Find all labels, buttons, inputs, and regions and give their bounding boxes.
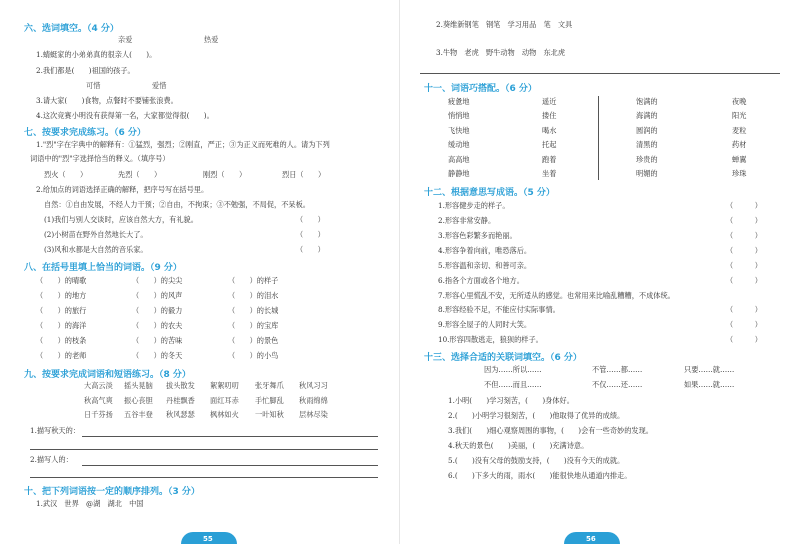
- sentence: (2)小树苗在野外自然地长大了。: [44, 230, 148, 239]
- fill-blank: （ ）的苦味: [132, 336, 183, 345]
- word-bank-item: 手忙脚乱: [255, 396, 284, 405]
- connective-option: 因为……所以……: [484, 365, 542, 374]
- question-text: 1."烈"字在字典中的解释有：①猛烈，强烈；②刚直，严正；③为正义而死难的人。请为下列: [36, 140, 330, 149]
- answer-line[interactable]: [30, 477, 378, 478]
- match-word[interactable]: 坐着: [542, 169, 557, 178]
- question-text: 2.描写人的：: [30, 455, 73, 464]
- idiom-prompt: 1.形容健步走的样子。: [438, 201, 510, 210]
- word-bank-item: 拔头散发: [166, 381, 195, 390]
- answer-line[interactable]: [82, 436, 378, 437]
- match-word[interactable]: 飞快地: [448, 126, 470, 135]
- answer-blank: （ ）: [296, 245, 325, 254]
- sentence: 3.我们( )细心观察周围的事物，( )会有一些奇妙的发现。: [448, 426, 653, 435]
- definition-text: 自然：①自由发展，不经人力干预；②自由，不拘束；③不勉强，不局促，不呆板。: [44, 200, 310, 209]
- word-bank-item: 枫林如火: [210, 410, 239, 419]
- section-7-title: 七、按要求完成练习。（6 分）: [24, 128, 146, 138]
- question-text: 词语中的"烈"字选择恰当的释义。（填序号）: [30, 154, 170, 163]
- answer-blank[interactable]: （ ）: [726, 276, 762, 285]
- sentence: 4.秋天的景色( )美丽，( )充满诗意。: [448, 441, 589, 450]
- idiom-prompt: 8.形容经验不足，不能应付实际事情。: [438, 305, 560, 314]
- word-option: 热爱: [204, 35, 219, 44]
- answer-blank[interactable]: （ ）: [726, 335, 762, 344]
- answer-line[interactable]: [82, 465, 378, 466]
- word-bank-item: 一叶知秋: [255, 410, 284, 419]
- word-bank-item: 丹桂飘香: [166, 396, 195, 405]
- blank-item: 先烈（ ）: [118, 170, 162, 179]
- question-text: 2.我们都是( )祖国的孩子。: [36, 66, 135, 75]
- match-word[interactable]: 明媚的: [636, 169, 658, 178]
- match-word[interactable]: 药材: [732, 140, 747, 149]
- answer-blank[interactable]: （ ）: [726, 231, 762, 240]
- fill-blank: （ ）的样子: [228, 276, 279, 285]
- match-word[interactable]: 清黑的: [636, 140, 658, 149]
- answer-blank[interactable]: （ ）: [726, 305, 762, 314]
- blank-item: 烈火（ ）: [44, 170, 88, 179]
- page-gutter: [399, 0, 400, 544]
- word-bank-item: 秋风瑟瑟: [166, 410, 195, 419]
- match-word[interactable]: 悄悄地: [448, 111, 470, 120]
- idiom-prompt: 5.形容温和亲切、和善可亲。: [438, 261, 532, 270]
- match-word[interactable]: 高高地: [448, 155, 470, 164]
- match-word[interactable]: 跑着: [542, 155, 557, 164]
- idiom-prompt: 3.形容色彩繁多而艳丽。: [438, 231, 517, 240]
- match-word[interactable]: 蝉翼: [732, 155, 747, 164]
- section-13-title: 十三、选择合适的关联词填空。（6 分）: [424, 353, 582, 363]
- word-bank-item: 摇头晃脑: [124, 381, 153, 390]
- fill-blank: （ ）的尖尖: [132, 276, 183, 285]
- answer-blank[interactable]: （ ）: [726, 261, 762, 270]
- fill-blank: （ ）的旅行: [36, 306, 87, 315]
- sentence: 1.小明( )学习刻苦，( )身体好。: [448, 396, 574, 405]
- fill-blank: （ ）的泪水: [228, 291, 279, 300]
- fill-blank: （ ）的宝库: [228, 321, 279, 330]
- word-bank-item: 日千芬扬: [84, 410, 113, 419]
- section-8-title: 八、在括号里填上恰当的词语。（9 分）: [24, 263, 182, 273]
- answer-blank: （ ）: [296, 215, 325, 224]
- fill-blank: （ ）的枝条: [36, 336, 87, 345]
- fill-blank: （ ）的毅力: [132, 306, 183, 315]
- section-9-title: 九、按要求完成词语和短语练习。（8 分）: [24, 370, 191, 380]
- word-bank-item: 五谷丰登: [124, 410, 153, 419]
- fill-blank: （ ）的小鸟: [228, 351, 279, 360]
- idiom-prompt: 9.形容全屋子的人同时大笑。: [438, 320, 532, 329]
- connective-option: 不仅……还……: [592, 380, 643, 389]
- match-word[interactable]: 阳光: [732, 111, 747, 120]
- answer-blank[interactable]: （ ）: [726, 201, 762, 210]
- match-word[interactable]: 饱满的: [636, 97, 658, 106]
- column-divider: [598, 96, 599, 180]
- sentence: 2.( )小明学习很刻苦，( )他取得了优异的成绩。: [448, 411, 625, 420]
- word-bank-item: 张牙舞爪: [255, 381, 284, 390]
- page-number: 56: [586, 535, 596, 543]
- match-word[interactable]: 夜晚: [732, 97, 747, 106]
- match-word[interactable]: 麦粒: [732, 126, 747, 135]
- idiom-prompt: 2.形容非常安静。: [438, 216, 496, 225]
- sentence: 6.( )下多大的雨，雨水( )能很快地从通道内排走。: [448, 471, 632, 480]
- word-bank-item: 絮絮叨叨: [210, 381, 239, 390]
- answer-blank[interactable]: （ ）: [726, 216, 762, 225]
- fill-blank: （ ）的海洋: [36, 321, 87, 330]
- question-text: 1.描写秋天的：: [30, 426, 80, 435]
- word-option: 可惜: [86, 81, 101, 90]
- section-10-title: 十、把下列词语按一定的顺序排列。（3 分）: [24, 487, 200, 497]
- fill-blank: （ ）的长城: [228, 306, 279, 315]
- sentence: (1)我们与别人交谈时，应该自然大方，有礼貌。: [44, 215, 198, 224]
- question-text: 3.牛物 老虎 野牛动物 动物 东北虎: [436, 48, 566, 57]
- question-text: 2.葵维新钢笔 钢笔 学习用品 笔 文具: [436, 20, 573, 29]
- idiom-prompt: 4.形容争着向前，唯恐落后。: [438, 246, 532, 255]
- match-word[interactable]: 疲惫地: [448, 97, 470, 106]
- sentence: 5.( )没有父母的鼓励支持，( )没有今天的成就。: [448, 456, 625, 465]
- idiom-prompt: 10.形容四散逃走，狼狈的样子。: [438, 335, 543, 344]
- match-word[interactable]: 珍珠: [732, 169, 747, 178]
- question-text: 2.给加点的词语选择正确的解释，把序号写在括号里。: [36, 185, 209, 194]
- fill-blank: （ ）的农夫: [132, 321, 183, 330]
- match-word[interactable]: 海满的: [636, 111, 658, 120]
- blank-item: 烈日（ ）: [282, 170, 326, 179]
- connective-option: 只要……就……: [684, 365, 735, 374]
- word-bank-item: 振心丧胆: [124, 396, 153, 405]
- match-word[interactable]: 静静地: [448, 169, 470, 178]
- match-word[interactable]: 圆润的: [636, 126, 658, 135]
- question-text: 4.这次竞赛小明没有获得第一名，大家都觉得很( )。: [36, 111, 214, 120]
- answer-blank[interactable]: （ ）: [726, 320, 762, 329]
- word-option: 爱惜: [152, 81, 167, 90]
- section-6-title: 六、选词填空。（4 分）: [24, 24, 119, 34]
- fill-blank: （ ）的地方: [36, 291, 87, 300]
- match-word[interactable]: 托起: [542, 140, 557, 149]
- match-word[interactable]: 喝水: [542, 126, 557, 135]
- word-option: 亲爱: [118, 35, 133, 44]
- match-word[interactable]: 珍贵的: [636, 155, 658, 164]
- idiom-prompt: 6.指各个方面或各个地方。: [438, 276, 524, 285]
- word-bank-item: 秋高气爽: [84, 396, 113, 405]
- connective-option: 不管……都……: [592, 365, 643, 374]
- word-bank-item: 大高云淡: [84, 381, 113, 390]
- answer-blank[interactable]: （ ）: [726, 246, 762, 255]
- sentence: (3)风和水都是大自然的音乐家。: [44, 245, 148, 254]
- answer-blank: （ ）: [296, 230, 325, 239]
- fill-blank: （ ）的晴歌: [36, 276, 87, 285]
- question-text: 3.请大家( )食物，点餐时不要铺张浪费。: [36, 96, 178, 105]
- fill-blank: （ ）的风声: [132, 291, 183, 300]
- connective-option: 不但……而且……: [484, 380, 542, 389]
- fill-blank: （ ）的景色: [228, 336, 279, 345]
- question-text: 1.武汉 世界 @湖 湖北 中国: [36, 499, 144, 508]
- answer-line[interactable]: [30, 449, 378, 450]
- answer-line[interactable]: [420, 73, 780, 74]
- page-number: 55: [203, 535, 213, 543]
- section-11-title: 十一、词语巧搭配。（6 分）: [424, 84, 537, 94]
- word-bank-item: 秋雨绵绵: [299, 396, 328, 405]
- fill-blank: （ ）的冬天: [132, 351, 183, 360]
- section-12-title: 十二、根据意思写成语。（5 分）: [424, 188, 555, 198]
- fill-blank: （ ）的老师: [36, 351, 87, 360]
- match-word[interactable]: 缓动地: [448, 140, 470, 149]
- connective-option: 如果……就……: [684, 380, 735, 389]
- match-word[interactable]: 搂住: [542, 111, 557, 120]
- word-bank-item: 层林尽染: [299, 410, 328, 419]
- word-bank-item: 面红耳赤: [210, 396, 239, 405]
- blank-item: 刚烈（ ）: [203, 170, 247, 179]
- match-word[interactable]: 遥近: [542, 97, 557, 106]
- question-text: 1.蜻蜓家的小弟弟真的很亲人( )。: [36, 50, 157, 59]
- word-bank-item: 秋风习习: [299, 381, 328, 390]
- idiom-prompt: 7.形容心里慌乱不安，无所适从的感觉。也常用来比喻乱糟糟，不成体统。: [438, 291, 675, 300]
